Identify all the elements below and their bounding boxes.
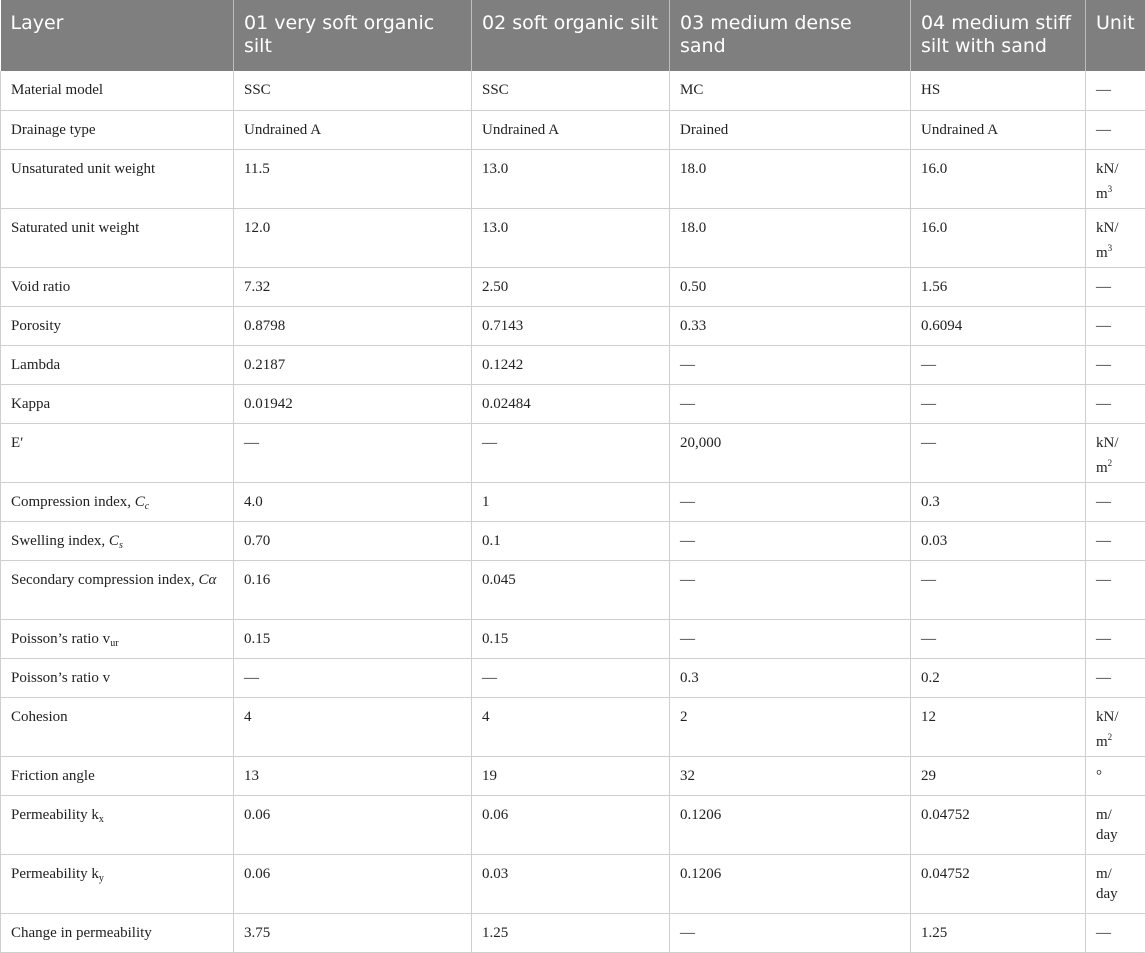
- value-cell-layer-03: 0.3: [670, 658, 911, 697]
- value-cell-layer-02: 0.06: [472, 795, 670, 854]
- row-label: [1, 306, 234, 345]
- value-cell-layer-03: 0.1206: [670, 795, 911, 854]
- row-label: [1, 756, 234, 795]
- table-row: [1, 208, 1145, 267]
- value-cell-layer-04: HS: [911, 71, 1086, 110]
- unit-text: kN/: [1096, 220, 1119, 236]
- unit-text: —: [1096, 670, 1111, 686]
- unit-text: —: [1096, 572, 1111, 588]
- row-label-text: Friction angle: [11, 768, 95, 784]
- value-cell-layer-03: 0.33: [670, 306, 911, 345]
- unit-cell: [1086, 267, 1145, 306]
- value-cell-layer-04: —: [911, 560, 1086, 619]
- unit-cell: [1086, 795, 1145, 854]
- row-label-text: Poisson’s ratio v: [11, 631, 110, 647]
- value-cell-layer-02: 0.03: [472, 854, 670, 913]
- row-label-subscript: x: [99, 814, 104, 825]
- table-row: [1, 560, 1145, 619]
- row-label-text: Secondary compression index,: [11, 572, 198, 588]
- value-cell-layer-04: 1.56: [911, 267, 1086, 306]
- row-label-subscript: s: [119, 540, 123, 551]
- unit-superscript: 2: [1108, 458, 1113, 468]
- row-label-text: Porosity: [11, 318, 61, 334]
- header-row: [1, 0, 1145, 71]
- unit-cell: [1086, 149, 1145, 208]
- table-row: [1, 306, 1145, 345]
- table-row: [1, 384, 1145, 423]
- row-label: [1, 423, 234, 482]
- unit-cell: [1086, 756, 1145, 795]
- value-cell-layer-03: —: [670, 560, 911, 619]
- row-label-text: Void ratio: [11, 279, 70, 295]
- table-row: [1, 913, 1145, 952]
- row-label-text: Drainage type: [11, 122, 96, 138]
- value-cell-layer-03: —: [670, 619, 911, 658]
- unit-cell: [1086, 697, 1145, 756]
- unit-cell: [1086, 521, 1145, 560]
- value-cell-layer-04: —: [911, 619, 1086, 658]
- table-row: [1, 110, 1145, 149]
- value-cell-layer-01: 0.06: [234, 854, 472, 913]
- unit-cell: [1086, 345, 1145, 384]
- row-label-text: Compression index,: [11, 494, 135, 510]
- value-cell-layer-02: SSC: [472, 71, 670, 110]
- header-layer-03: 03 medium dense sand: [670, 0, 911, 71]
- value-cell-layer-01: 11.5: [234, 149, 472, 208]
- unit-text: kN/: [1096, 161, 1119, 177]
- value-cell-layer-01: 0.06: [234, 795, 472, 854]
- value-cell-layer-01: 0.2187: [234, 345, 472, 384]
- row-label-text: Permeability k: [11, 807, 99, 823]
- unit-base-text: m: [1096, 734, 1108, 750]
- row-label: [1, 345, 234, 384]
- header-layer-01: 01 very soft organic silt: [234, 0, 472, 71]
- unit-cell: [1086, 208, 1145, 267]
- table-row: [1, 854, 1145, 913]
- unit-cell: [1086, 913, 1145, 952]
- value-cell-layer-01: —: [234, 658, 472, 697]
- unit-base-text: m: [1096, 245, 1108, 261]
- value-cell-layer-02: 0.15: [472, 619, 670, 658]
- unit-cell: [1086, 560, 1145, 619]
- value-cell-layer-04: 0.3: [911, 482, 1086, 521]
- value-cell-layer-02: Undrained A: [472, 110, 670, 149]
- table-row: [1, 423, 1145, 482]
- unit-cell: [1086, 658, 1145, 697]
- unit-text: —: [1096, 122, 1111, 138]
- value-cell-layer-02: 4: [472, 697, 670, 756]
- unit-text: kN/: [1096, 709, 1119, 725]
- unit-text: —: [1096, 631, 1111, 647]
- unit-text: m/: [1096, 866, 1112, 882]
- header-unit: Unit: [1086, 0, 1145, 71]
- row-label-text: Cohesion: [11, 709, 68, 725]
- unit-base-text: m: [1096, 186, 1108, 202]
- unit-text: —: [1096, 357, 1111, 373]
- value-cell-layer-02: 1.25: [472, 913, 670, 952]
- row-label-text: Kappa: [11, 396, 50, 412]
- row-label: [1, 110, 234, 149]
- row-label-text: Unsaturated unit weight: [11, 161, 155, 177]
- row-label-symbol: Cα: [198, 572, 216, 588]
- unit-base-text: m: [1096, 460, 1108, 476]
- value-cell-layer-01: 0.8798: [234, 306, 472, 345]
- unit-text: —: [1096, 396, 1111, 412]
- value-cell-layer-04: —: [911, 423, 1086, 482]
- row-label: [1, 913, 234, 952]
- value-cell-layer-02: 0.1242: [472, 345, 670, 384]
- unit-text: —: [1096, 533, 1111, 549]
- value-cell-layer-04: 0.2: [911, 658, 1086, 697]
- value-cell-layer-01: 0.16: [234, 560, 472, 619]
- value-cell-layer-03: 18.0: [670, 208, 911, 267]
- row-label: [1, 208, 234, 267]
- row-label: [1, 795, 234, 854]
- value-cell-layer-03: 32: [670, 756, 911, 795]
- row-label: [1, 267, 234, 306]
- table-row: [1, 756, 1145, 795]
- value-cell-layer-01: —: [234, 423, 472, 482]
- value-cell-layer-03: —: [670, 345, 911, 384]
- value-cell-layer-01: 3.75: [234, 913, 472, 952]
- value-cell-layer-01: 4: [234, 697, 472, 756]
- row-label-text: Material model: [11, 82, 103, 98]
- table-row: [1, 345, 1145, 384]
- value-cell-layer-02: 0.045: [472, 560, 670, 619]
- row-label: [1, 384, 234, 423]
- unit-cell: [1086, 71, 1145, 110]
- row-label: [1, 521, 234, 560]
- value-cell-layer-04: —: [911, 345, 1086, 384]
- unit-superscript: 3: [1108, 243, 1113, 253]
- unit-text: —: [1096, 925, 1111, 941]
- row-label-subscript: c: [145, 501, 149, 512]
- row-label-subscript: ur: [110, 638, 118, 649]
- row-label: [1, 482, 234, 521]
- table-row: [1, 795, 1145, 854]
- value-cell-layer-03: —: [670, 913, 911, 952]
- unit-text: —: [1096, 279, 1111, 295]
- value-cell-layer-02: 13.0: [472, 149, 670, 208]
- value-cell-layer-04: 16.0: [911, 149, 1086, 208]
- value-cell-layer-02: 2.50: [472, 267, 670, 306]
- unit-superscript: 3: [1108, 184, 1113, 194]
- table-row: [1, 482, 1145, 521]
- value-cell-layer-03: 0.1206: [670, 854, 911, 913]
- table-body: [1, 71, 1145, 952]
- table-row: [1, 658, 1145, 697]
- row-label-text: Permeability k: [11, 866, 99, 882]
- row-label-text: Saturated unit weight: [11, 220, 139, 236]
- value-cell-layer-01: 0.01942: [234, 384, 472, 423]
- row-label: [1, 560, 234, 619]
- value-cell-layer-02: 0.7143: [472, 306, 670, 345]
- table-row: [1, 697, 1145, 756]
- unit-cell: [1086, 423, 1145, 482]
- row-label: [1, 619, 234, 658]
- value-cell-layer-03: —: [670, 482, 911, 521]
- value-cell-layer-01: 12.0: [234, 208, 472, 267]
- header-layer-04: 04 medium stiff silt with sand: [911, 0, 1086, 71]
- table-row: [1, 149, 1145, 208]
- value-cell-layer-03: 0.50: [670, 267, 911, 306]
- unit-base-text: day: [1096, 886, 1118, 902]
- unit-cell: [1086, 384, 1145, 423]
- value-cell-layer-02: 1: [472, 482, 670, 521]
- row-label-symbol: C: [135, 494, 145, 510]
- value-cell-layer-01: SSC: [234, 71, 472, 110]
- value-cell-layer-03: 2: [670, 697, 911, 756]
- value-cell-layer-02: 19: [472, 756, 670, 795]
- value-cell-layer-03: —: [670, 384, 911, 423]
- row-label: [1, 658, 234, 697]
- unit-text: kN/: [1096, 435, 1119, 451]
- table-row: [1, 521, 1145, 560]
- row-label-text: E′: [11, 435, 23, 451]
- header-layer: Layer: [1, 0, 234, 71]
- unit-cell: [1086, 482, 1145, 521]
- unit-text: m/: [1096, 807, 1112, 823]
- row-label-text: Change in permeability: [11, 925, 152, 941]
- unit-text: —: [1096, 318, 1111, 334]
- value-cell-layer-01: 0.70: [234, 521, 472, 560]
- value-cell-layer-01: Undrained A: [234, 110, 472, 149]
- value-cell-layer-04: 0.04752: [911, 854, 1086, 913]
- header-layer-02: 02 soft organic silt: [472, 0, 670, 71]
- value-cell-layer-04: 0.6094: [911, 306, 1086, 345]
- unit-superscript: 2: [1108, 732, 1113, 742]
- value-cell-layer-02: 0.02484: [472, 384, 670, 423]
- value-cell-layer-04: —: [911, 384, 1086, 423]
- value-cell-layer-04: 29: [911, 756, 1086, 795]
- value-cell-layer-02: 13.0: [472, 208, 670, 267]
- value-cell-layer-02: 0.1: [472, 521, 670, 560]
- unit-cell: [1086, 854, 1145, 913]
- value-cell-layer-03: MC: [670, 71, 911, 110]
- unit-text: —: [1096, 494, 1111, 510]
- row-label-text: Lambda: [11, 357, 60, 373]
- unit-base-text: day: [1096, 827, 1118, 843]
- row-label-text: Swelling index,: [11, 533, 109, 549]
- value-cell-layer-03: Drained: [670, 110, 911, 149]
- value-cell-layer-04: Undrained A: [911, 110, 1086, 149]
- row-label: [1, 697, 234, 756]
- value-cell-layer-04: 12: [911, 697, 1086, 756]
- row-label-symbol: C: [109, 533, 119, 549]
- value-cell-layer-01: 7.32: [234, 267, 472, 306]
- value-cell-layer-02: —: [472, 423, 670, 482]
- value-cell-layer-04: 1.25: [911, 913, 1086, 952]
- unit-cell: [1086, 306, 1145, 345]
- row-label: [1, 149, 234, 208]
- value-cell-layer-02: —: [472, 658, 670, 697]
- value-cell-layer-04: 16.0: [911, 208, 1086, 267]
- value-cell-layer-01: 4.0: [234, 482, 472, 521]
- table-row: [1, 267, 1145, 306]
- value-cell-layer-03: 18.0: [670, 149, 911, 208]
- value-cell-layer-03: —: [670, 521, 911, 560]
- value-cell-layer-04: 0.04752: [911, 795, 1086, 854]
- table-row: [1, 71, 1145, 110]
- value-cell-layer-03: 20,000: [670, 423, 911, 482]
- unit-cell: [1086, 619, 1145, 658]
- unit-text: —: [1096, 82, 1111, 98]
- unit-text: °: [1096, 768, 1102, 784]
- row-label: [1, 71, 234, 110]
- row-label-subscript: y: [99, 873, 104, 884]
- row-label: [1, 854, 234, 913]
- value-cell-layer-01: 13: [234, 756, 472, 795]
- table-row: [1, 619, 1145, 658]
- value-cell-layer-01: 0.15: [234, 619, 472, 658]
- unit-cell: [1086, 110, 1145, 149]
- row-label-text: Poisson’s ratio v: [11, 670, 110, 686]
- value-cell-layer-04: 0.03: [911, 521, 1086, 560]
